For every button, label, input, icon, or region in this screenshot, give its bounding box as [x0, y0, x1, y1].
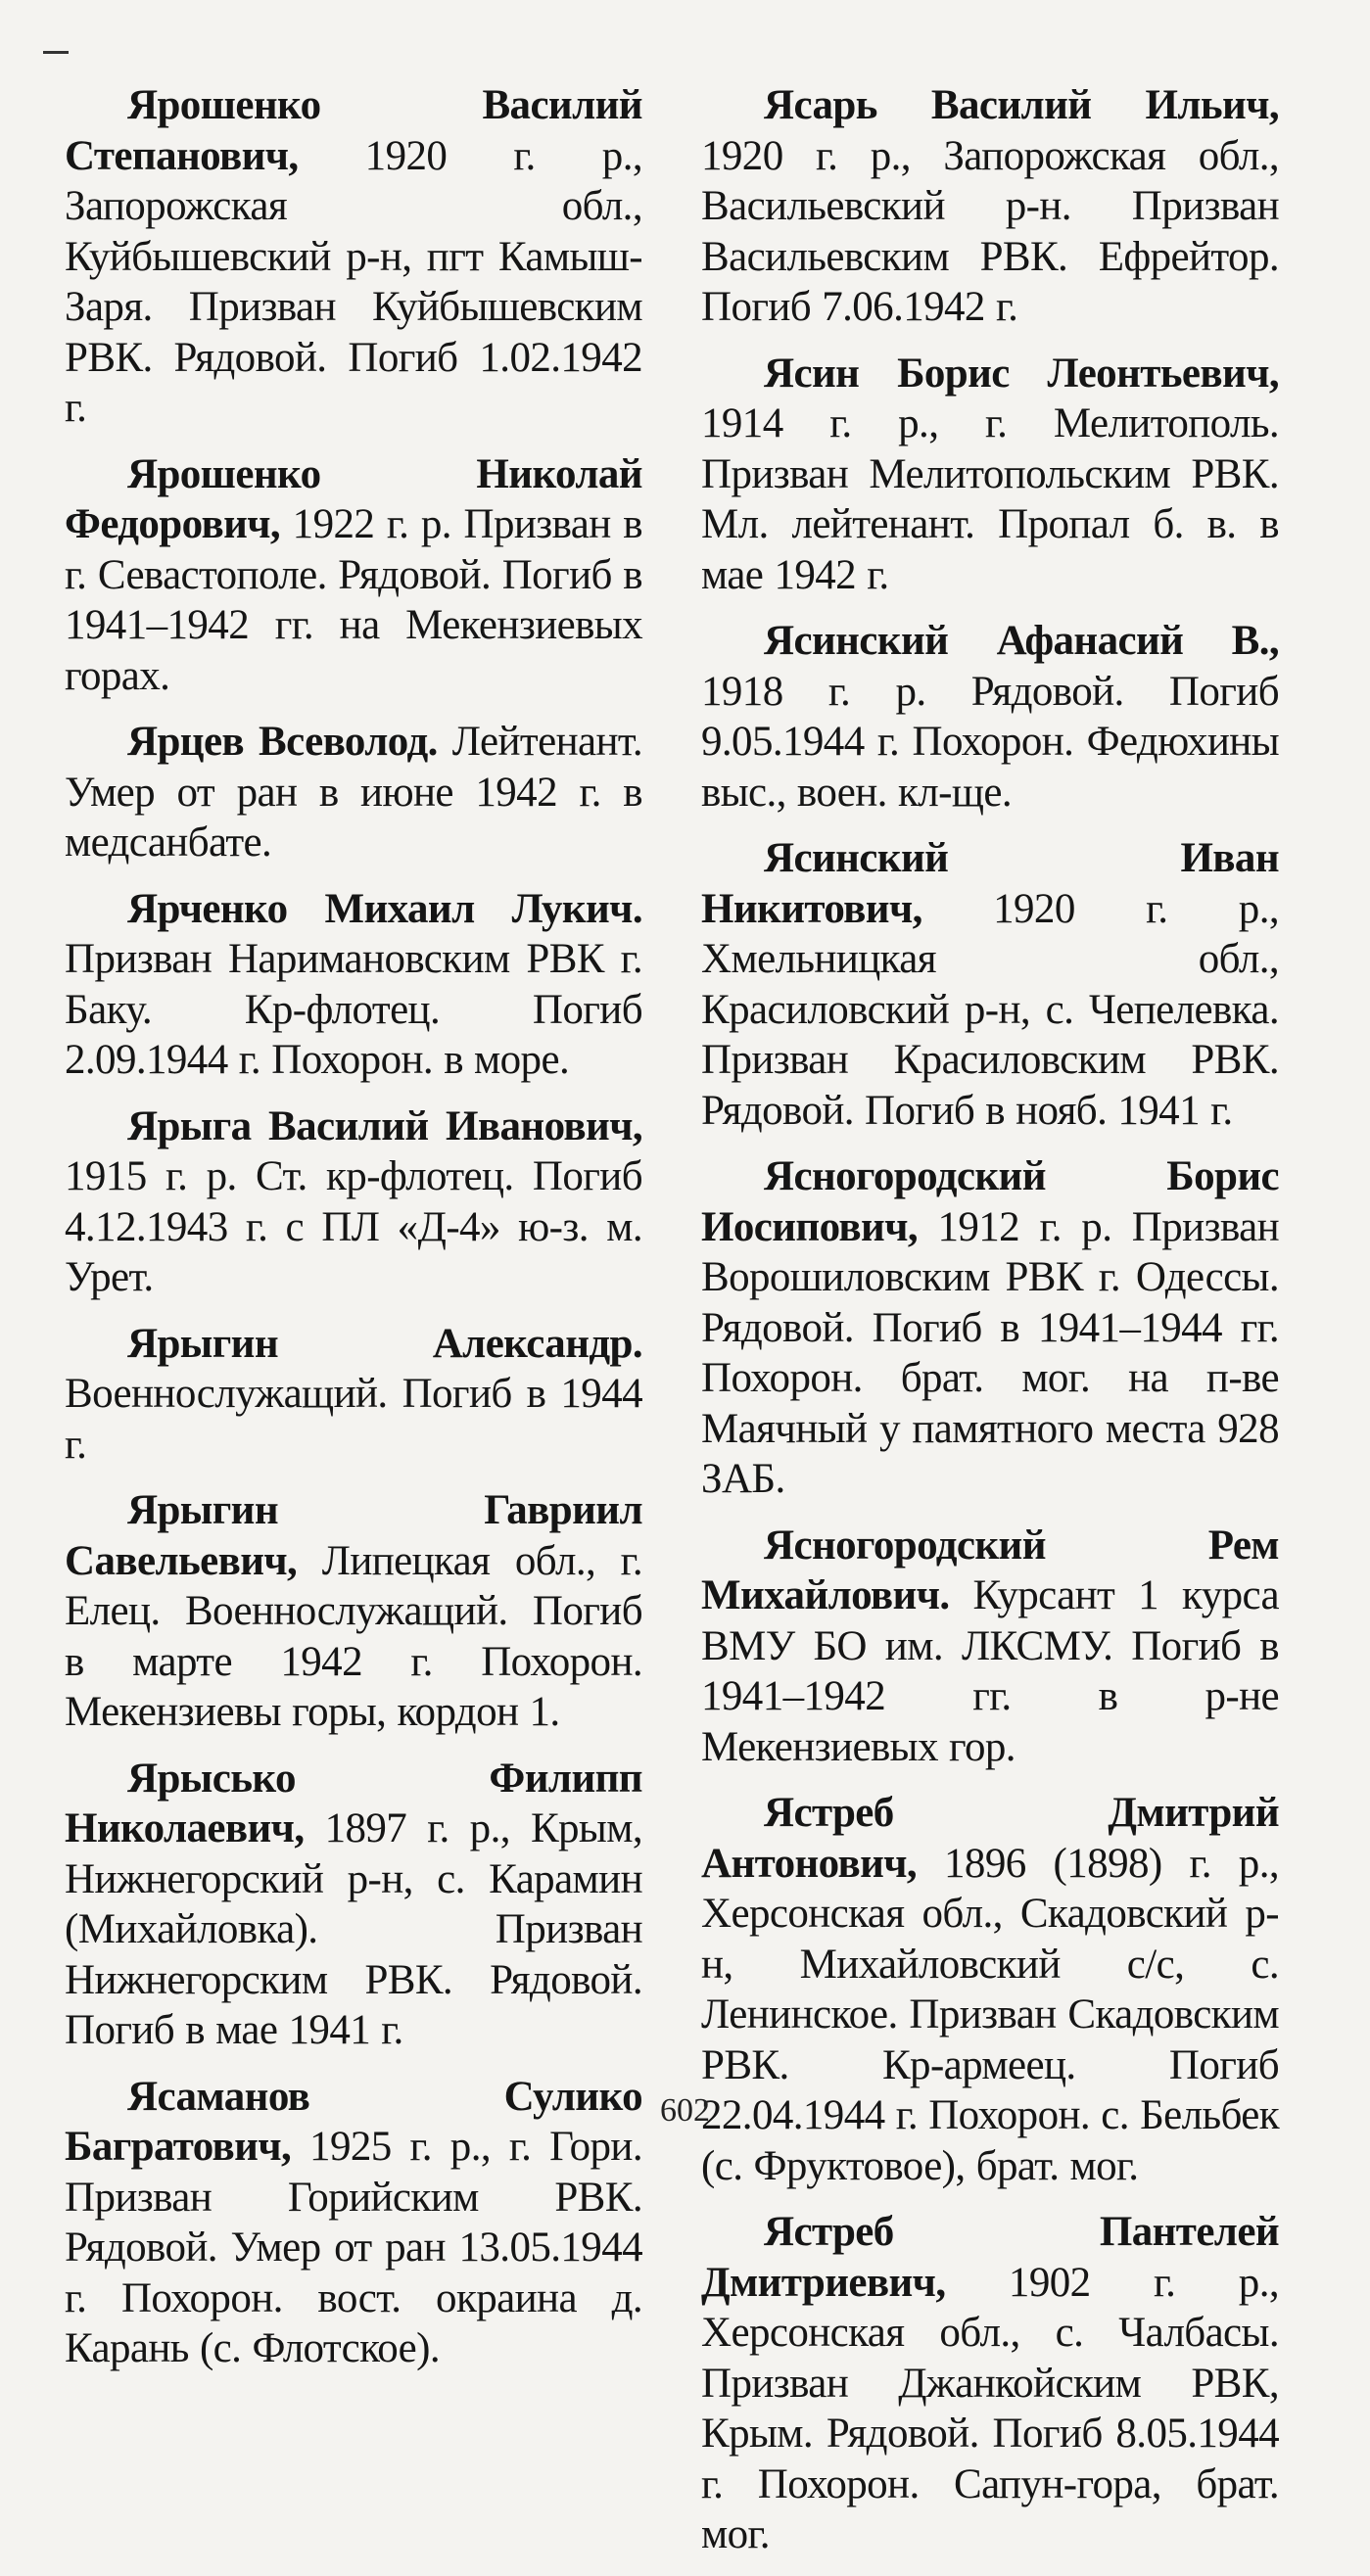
left-column — [65, 80, 642, 2390]
entry-text: 1920 г. р., Запорожская обл., Васильевский р-н. Призван Васильевским РВК. Ефрейтор. Погиб 7.06.1942 г. — [701, 132, 1279, 330]
entry-text: 1922 г. р. Призван в г. Севастополе. Рядовой. Погиб в 1941–1942 гг. на Мекензиевых горах. — [65, 501, 642, 699]
entry-name: Ясногородский Борис Иосипович, — [701, 1153, 1279, 1250]
entry-text: 1925 г. р., г. Гори. Призван Горийским РВК. Рядовой. Умер от ран 13.05.1944 г. Похорон. вост. окраина д. Карань (с. Флотское). — [65, 2124, 642, 2371]
entry-text: 1915 г. р. Ст. кр-флотец. Погиб 4.12.1943 г. с ПЛ «Д-4» ю-з. м. Урет. — [65, 1153, 642, 1300]
list-item — [701, 833, 1279, 1136]
entry-name: Ясин Борис Леонтьевич, — [764, 350, 1279, 397]
entry-name: Ясаманов Сулико Багратович, — [65, 2073, 642, 2170]
entry-text: Военнослужащий. Погиб в 1944 г. — [65, 1371, 642, 1468]
list-item — [65, 449, 642, 702]
entry-text: 1902 г. р., Херсонская обл., с. Чалбасы. Призван Джанкойским РВК, Крым. Рядовой. Погиб 8.05.1944 г. Похорон. Сапун-гора, брат. мог. — [701, 2259, 1279, 2557]
entry-text: 1897 г. р., Крым, Нижнегорский р-н, с. Карамин (Михайловка). Призван Нижнегорским РВК. Рядовой. Погиб в мае 1941 г. — [65, 1805, 642, 2053]
list-item — [701, 1151, 1279, 1505]
entry-name: Ярченко Михаил Лукич. — [127, 885, 642, 932]
list-item — [701, 2207, 1279, 2560]
entry-name: Ярошенко Николай Федорович, — [65, 450, 642, 547]
entry-name: Ясарь Василий Ильич, — [764, 82, 1279, 128]
list-item — [701, 616, 1279, 818]
entry-name: Ястреб Пантелей Дмитриевич, — [701, 2209, 1279, 2306]
entry-text: Курсант 1 курса ВМУ БО им. ЛКСМУ. Погиб в 1941–1942 гг. в р-не Мекензиевых гор. — [701, 1572, 1279, 1770]
entry-name: Ярыгин Александр. — [127, 1320, 642, 1367]
list-item — [65, 80, 642, 434]
right-column — [701, 80, 1279, 2576]
entry-text: 1896 (1898) г. р., Херсонская обл., Скадовский р-н, Михайловский с/с, с. Ленинское. Призван Скадовским РВК. Кр-армеец. Погиб 22.04.1944 г. Похорон. с. Бельбек (с. Фруктовое), брат. мог. — [701, 1840, 1279, 2189]
entry-text: Липецкая обл., г. Елец. Военнослужащий. Погиб в марте 1942 г. Похорон. Мекензиевы горы, кордон 1. — [65, 1537, 642, 1735]
list-item — [65, 717, 642, 868]
list-item — [65, 1101, 642, 1303]
entry-text: 1912 г. р. Призван Ворошиловским РВК г. Одессы. Рядовой. Погиб в 1941–1944 гг. Похорон. брат. мог. на п-ве Маячный у памятного места 928 ЗАБ. — [701, 1203, 1279, 1502]
entry-name: Ясногородский Рем Михайлович. — [701, 1522, 1279, 1618]
entry-text: 1920 г. р., Запорожская обл., Куйбышевский р-н, пгт Камыш-Заря. Призван Куйбышевским РВК. Рядовой. Погиб 1.02.1942 г. — [65, 132, 642, 431]
list-item — [65, 1754, 642, 2056]
entry-name: Ясинский Иван Никитович, — [701, 835, 1279, 932]
entry-text: 1918 г. р. Рядовой. Погиб 9.05.1944 г. Похорон. Федюхины выс., воен. кл-ще. — [701, 668, 1279, 816]
list-item — [701, 349, 1279, 601]
entry-name: Ярцев Всеволод. — [127, 719, 438, 765]
list-item — [65, 1319, 642, 1471]
page-number: 602 — [660, 2092, 710, 2129]
entry-text: 1914 г. р., г. Мелитополь. Призван Мелитопольским РВК. Мл. лейтенант. Пропал б. в. в мае 1942 г. — [701, 400, 1279, 598]
entry-name: Ястреб Дмитрий Антонович, — [701, 1790, 1279, 1887]
entry-name: Ярыгин Гавриил Савельевич, — [65, 1487, 642, 1584]
list-item — [701, 1788, 1279, 2191]
entry-text: 1920 г. р., Хмельницкая обл., Красиловский р-н, с. Чепелевка. Призван Красиловским РВК. Рядовой. Погиб в нояб. 1941 г. — [701, 885, 1279, 1134]
list-item — [65, 884, 642, 1086]
entry-name: Ярысько Филипп Николаевич, — [65, 1755, 642, 1851]
entry-name: Ярыга Василий Иванович, — [127, 1102, 642, 1149]
list-item — [701, 80, 1279, 333]
corner-mark — [43, 51, 69, 54]
list-item — [701, 1521, 1279, 1773]
entry-name: Ясинский Афанасий В., — [764, 618, 1279, 664]
entry-text: Лейтенант. Умер от ран в июне 1942 г. в медсанбате. — [65, 719, 642, 866]
entry-text: Призван Наримановским РВК г. Баку. Кр-флотец. Погиб 2.09.1944 г. Похорон. в море. — [65, 936, 642, 1083]
entry-name: Ярошенко Василий Степанович, — [65, 82, 642, 179]
list-item — [65, 1485, 642, 1738]
